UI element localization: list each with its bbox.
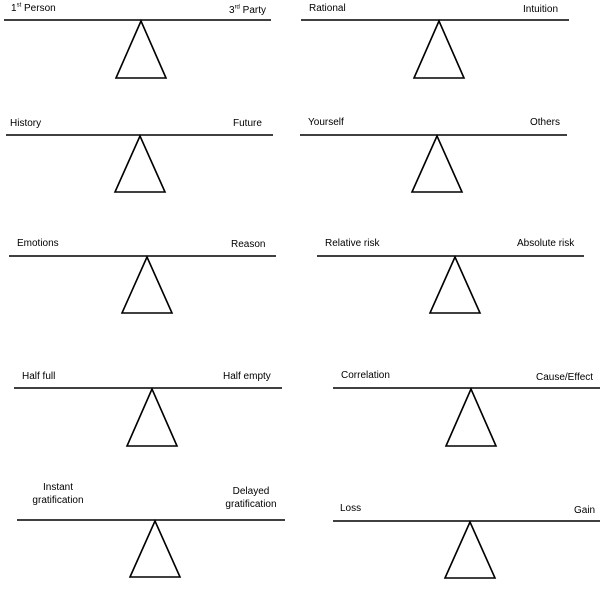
- seesaw-emotions-vs-reason: [9, 256, 276, 313]
- label-delayed-gratification: [220, 485, 282, 511]
- label-line: gratification: [225, 499, 277, 510]
- label-3rd-party: [229, 4, 266, 17]
- seesaw-fulcrum: [130, 521, 180, 577]
- label-half-empty: Half empty: [223, 371, 271, 382]
- label-cause-effect: Cause/Effect: [536, 372, 594, 383]
- seesaw-loss-vs-gain: [333, 521, 600, 578]
- seesaw-fulcrum: [116, 21, 166, 78]
- label-gain: Gain: [574, 505, 596, 516]
- label-superscript: rd: [234, 4, 240, 11]
- label-line: gratification: [32, 495, 84, 506]
- label-text: 3: [229, 5, 235, 16]
- label-superscript: st: [16, 2, 22, 9]
- seesaw-fulcrum: [414, 21, 464, 78]
- label-future: Future: [233, 118, 262, 129]
- seesaw-yourself-vs-others: [300, 135, 567, 192]
- label-history: History: [10, 118, 42, 129]
- label-text: Party: [239, 5, 267, 16]
- seesaw-history-vs-future: [6, 135, 273, 192]
- seesaw-half-full-vs-half-empty: [14, 388, 282, 446]
- seesaw-rational-vs-intuition: [301, 20, 569, 78]
- label-others: Others: [530, 117, 561, 128]
- label-emotions: Emotions: [17, 238, 59, 249]
- label-yourself: Yourself: [308, 117, 344, 128]
- seesaw-relative-risk-vs-absolute-risk: [317, 256, 584, 313]
- seesaw-fulcrum: [446, 389, 496, 446]
- seesaw-fulcrum: [115, 136, 165, 192]
- label-half-full: Half full: [22, 371, 56, 382]
- label-1st-person: [11, 2, 56, 15]
- seesaw-instant-vs-delayed-gratification: [17, 520, 285, 577]
- seesaw-fulcrum: [445, 522, 495, 578]
- label-rational: Rational: [309, 3, 346, 14]
- seesaw-correlation-vs-cause-effect: [333, 388, 600, 446]
- label-reason: Reason: [231, 239, 266, 250]
- label-relative-risk: Relative risk: [325, 238, 380, 249]
- label-absolute-risk: Absolute risk: [517, 238, 575, 249]
- seesaw-fulcrum: [430, 257, 480, 313]
- label-intuition: Intuition: [523, 4, 559, 15]
- seesaw-fulcrum: [122, 257, 172, 313]
- seesaw-fulcrum: [127, 389, 177, 446]
- label-loss: Loss: [340, 503, 362, 514]
- label-line: Instant: [42, 482, 74, 493]
- label-instant-gratification: [28, 481, 88, 507]
- label-correlation: Correlation: [341, 370, 390, 381]
- seesaw-1st-person-vs-3rd-party: [4, 20, 271, 78]
- label-text: Person: [21, 3, 56, 14]
- label-text: 1: [11, 3, 17, 14]
- seesaw-fulcrum: [412, 136, 462, 192]
- label-line: Delayed: [232, 486, 270, 497]
